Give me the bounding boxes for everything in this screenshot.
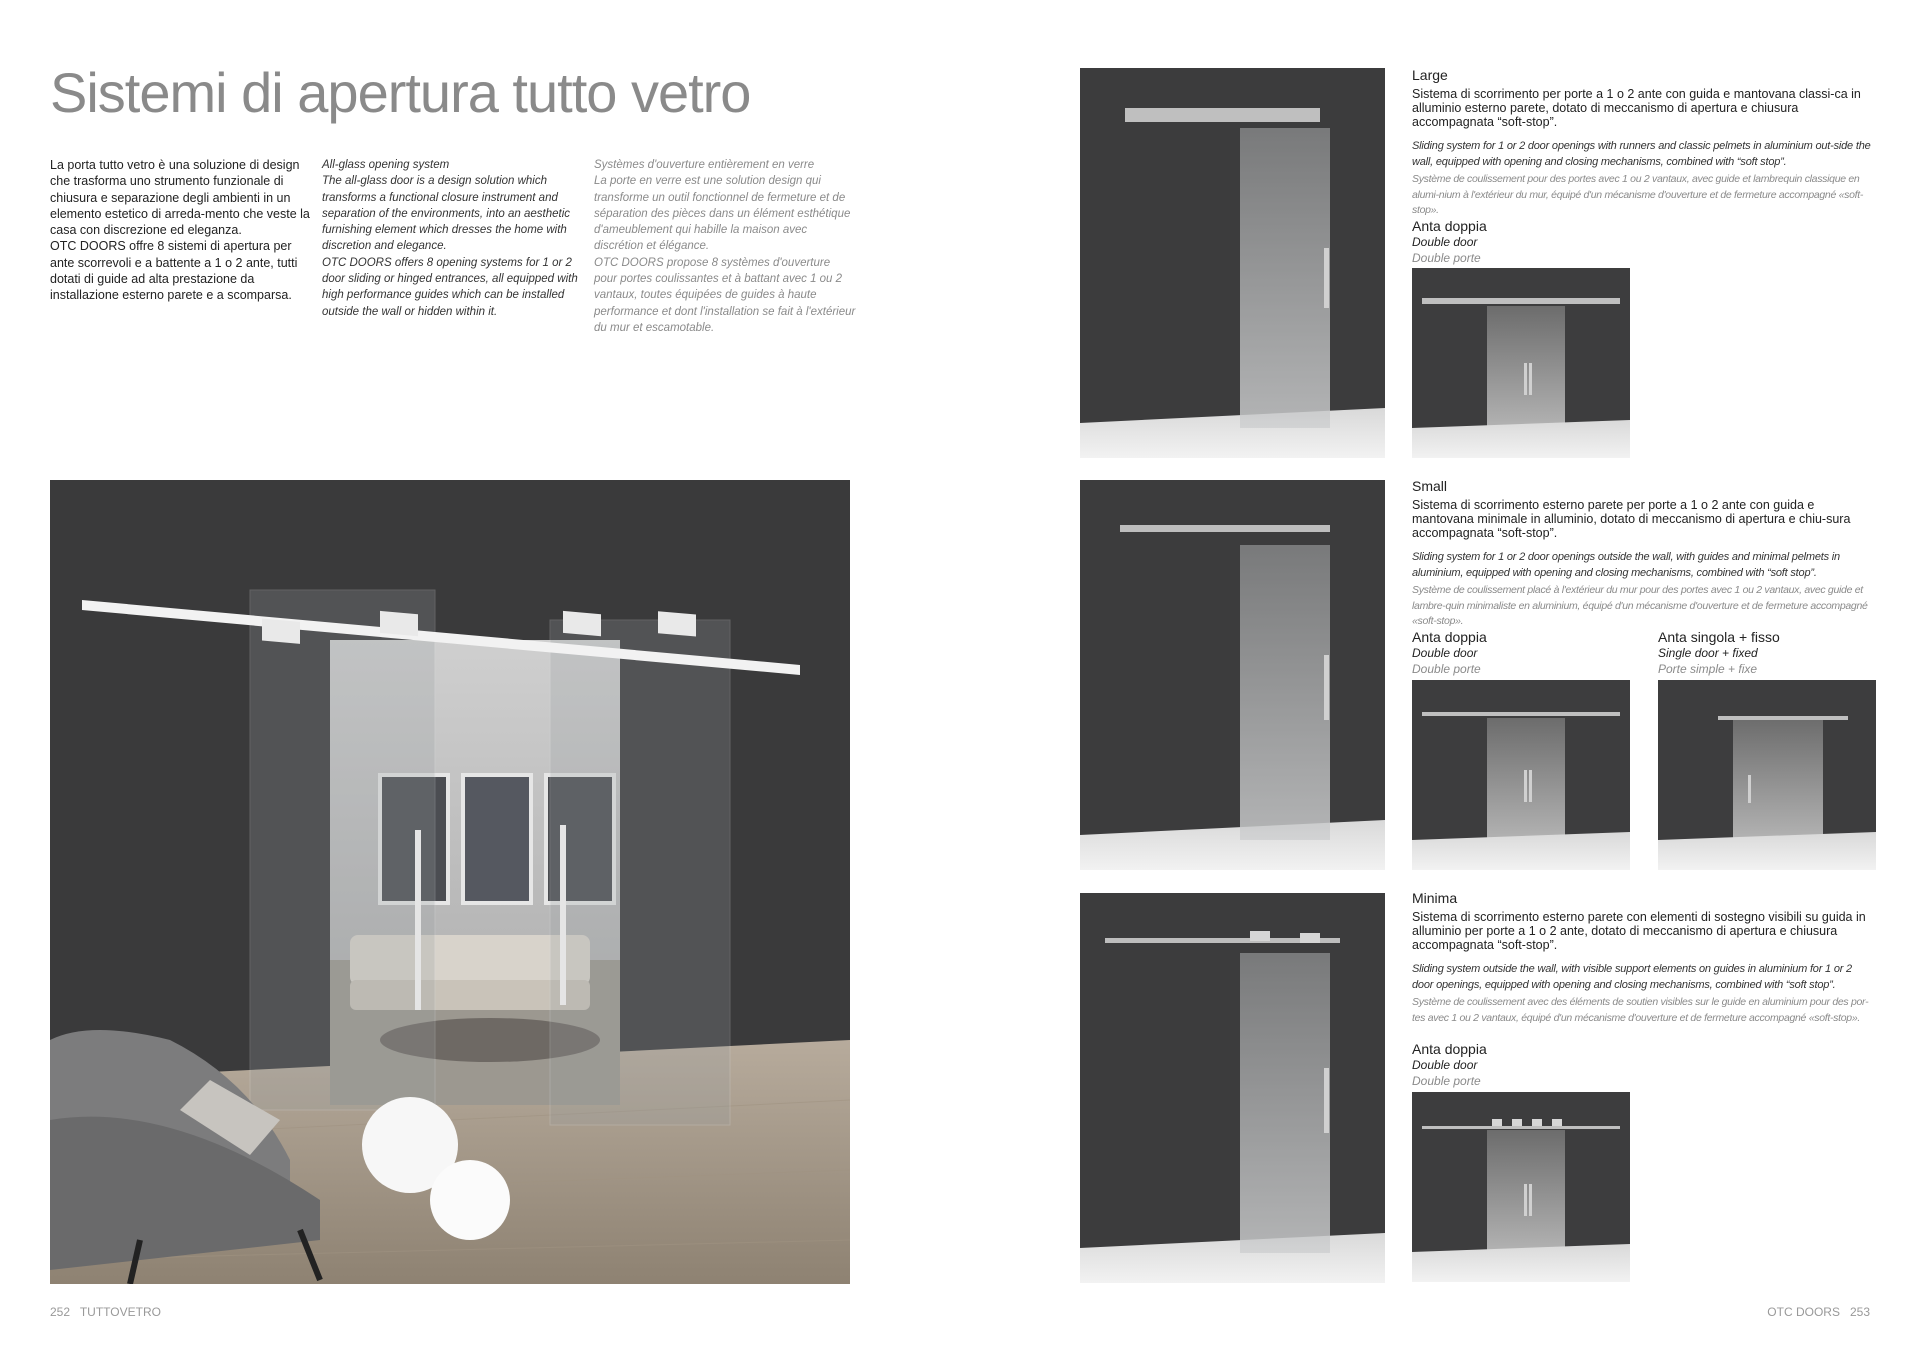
intro-en-paragraph-1: The all-glass door is a design solution which transforms a functional closure instrument and separation of the environments, into an aesthetic furnishing element which dresses the home with discretion and elegance.	[322, 175, 571, 253]
hero-photo	[50, 480, 850, 1284]
variant-en-small-1: Double door	[1412, 646, 1478, 660]
section-desc-minima: Sistema di scorrimento esterno parete con elementi di sostegno visibili su guida in alluminio per porte a 1 o 2 ante, dotato di meccanismo di apertura e chiusura accompagnata “soft-stop”.	[1412, 910, 1866, 952]
intro-fr-paragraph-1: La porte en verre est une solution design qui transforme un outil fonctionnel de fermeture et de séparation des pièces dans un élément esthétique d'ameublement qui habille la maison avec discrétion et élégance.	[594, 175, 851, 253]
variant-fr-small-1: Double porte	[1412, 662, 1481, 676]
variant-fr-small-2: Porte simple + fixe	[1658, 662, 1758, 676]
intro-french	[594, 157, 856, 336]
section-en-large: Sliding system for 1 or 2 door openings with runners and classic pelmets in aluminium out-side the wall, equipped with opening and closing mechanisms, combined with “soft stop”.	[1412, 140, 1871, 168]
section-fr-large: Système de coulissement pour des portes avec 1 ou 2 vantaux, avec guide et lambrequin classique en alumi-nium à l'extérieur du mur, équipé d'un mécanisme d'ouverture et de fermeture accompagné «soft-stop».	[1412, 173, 1864, 216]
variant-label-small-2: Anta singola + fisso	[1658, 629, 1780, 645]
section-en-minima: Sliding system outside the wall, with visible support elements on guides in aluminium for 1 or 2 door openings, equipped with opening and closing mechanisms, combined with “soft stop”.	[1412, 963, 1852, 991]
footer-right	[1767, 1305, 1870, 1319]
variant-en-large-1: Double door	[1412, 235, 1478, 249]
intro-en-paragraph-2: OTC DOORS offers 8 opening systems for 1 or 2 door sliding or hinged entrances, all equipped with high performance guides which can be installed outside the wall or hidden within it.	[322, 256, 578, 318]
section-label-left: TUTTOVETRO	[79, 1305, 161, 1319]
intro-en-heading: All-glass opening system	[322, 159, 450, 171]
variant-label-small-1: Anta doppia	[1412, 629, 1487, 645]
page-number-right: 253	[1849, 1305, 1870, 1319]
minima-main-photo	[1080, 893, 1385, 1283]
small-double-door-photo	[1412, 680, 1630, 870]
page-title: Sistemi di apertura tutto vetro	[50, 61, 751, 124]
small-main-photo	[1080, 480, 1385, 870]
section-title-large: Large	[1412, 67, 1448, 83]
section-title-small: Small	[1412, 478, 1448, 494]
intro-italian	[50, 157, 312, 304]
section-en-small: Sliding system for 1 or 2 door openings outside the wall, with guides and minimal pelmets in aluminium, equipped with opening and closing mechanisms, combined with “soft stop”.	[1412, 551, 1840, 579]
section-fr-small: Système de coulissement placé à l'extérieur du mur pour des portes avec 1 ou 2 vantaux, avec guide et lambre-quin minimaliste en aluminium, équipé d'un mécanisme d'ouverture et de fermeture accompagné «soft-stop».	[1412, 584, 1868, 627]
section-desc-small: Sistema di scorrimento esterno parete per porte a 1 o 2 ante con guida e mantovana minimale in alluminio, dotato di meccanismo di apertura e chiu-sura accompagnata “soft-stop”.	[1412, 498, 1851, 540]
page-number-left: 252	[50, 1305, 71, 1319]
section-desc-large: Sistema di scorrimento per porte a 1 o 2 ante con guida e mantovana classi-ca in alluminio esterno parete, dotato di meccanismo di apertura e chiusura accompagnata “soft-stop”.	[1412, 87, 1861, 129]
variant-fr-large-1: Double porte	[1412, 251, 1481, 265]
section-fr-minima: Système de coulissement avec des éléments de soutien visibles sur le guide en aluminium pour des por-tes avec 1 ou 2 vantaux, équipé d'un mécanisme d'ouverture et de fermeture accompagné «soft-stop».	[1412, 996, 1869, 1024]
intro-fr-paragraph-2: OTC DOORS propose 8 systèmes d'ouverture pour portes coulissantes et à battant avec 1 ou 2 vantaux, toutes équipées de guides à haute performance et dont l'installation se fait à l'extérieur du mur et escamotable.	[594, 256, 856, 334]
small-single-fixed-photo	[1658, 680, 1876, 870]
footer-left	[50, 1305, 161, 1319]
large-double-door-photo	[1412, 268, 1630, 458]
variant-en-small-2: Single door + fixed	[1658, 646, 1758, 660]
minima-double-door-photo	[1412, 1092, 1630, 1282]
intro-it-paragraph-1: La porta tutto vetro è una soluzione di design che trasforma uno strumento funzionale di chiusura e separazione degli ambienti in un elemento estetico di arreda-mento che veste la casa con discrezione ed eleganza.	[50, 158, 310, 238]
large-main-photo	[1080, 68, 1385, 458]
intro-english	[322, 157, 584, 320]
intro-fr-heading: Systèmes d'ouverture entièrement en verre	[594, 159, 815, 171]
intro-it-paragraph-2: OTC DOORS offre 8 sistemi di apertura per ante scorrevoli e a battente a 1 o 2 ante, tutti dotati di guide ad alta prestazione da installazione esterno parete e a scomparsa.	[50, 239, 298, 303]
section-title-minima: Minima	[1412, 890, 1458, 906]
variant-label-large-1: Anta doppia	[1412, 218, 1487, 234]
variant-label-minima-1: Anta doppia	[1412, 1041, 1487, 1057]
brand-label-right: OTC DOORS	[1767, 1305, 1840, 1319]
variant-en-minima-1: Double door	[1412, 1058, 1478, 1072]
variant-fr-minima-1: Double porte	[1412, 1074, 1481, 1088]
